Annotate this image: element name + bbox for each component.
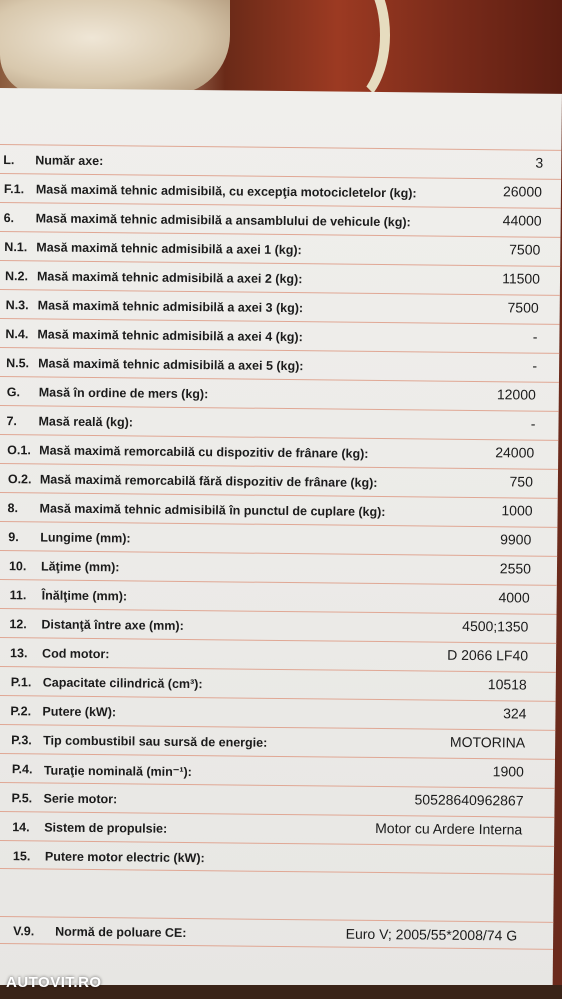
row-code: O.2. xyxy=(7,472,32,487)
row-code: 15. xyxy=(12,849,31,864)
row-code: 13. xyxy=(10,646,28,661)
row-label: Capacitate cilindrică (cm³): xyxy=(42,675,203,692)
row-code: P.4. xyxy=(11,762,33,777)
row-code: 6. xyxy=(3,211,15,226)
row-code: N.4. xyxy=(5,327,29,342)
row-label: Masă maximă tehnic admisibilă, cu excepţia motocicletelor (kg): xyxy=(35,182,417,201)
row-code: 8. xyxy=(7,501,19,516)
row-value: 3 xyxy=(535,154,544,171)
row-code: 10. xyxy=(8,559,27,574)
row-value: 324 xyxy=(503,705,527,722)
row-code: 7. xyxy=(6,414,18,429)
row-label: Turaţie nominală (min⁻¹): xyxy=(43,763,192,780)
row-label: Masă în ordine de mers (kg): xyxy=(38,385,209,402)
watermark-logo: AUTOVIT.RO xyxy=(6,974,102,991)
row-code: 12. xyxy=(9,617,27,632)
row-value: 1900 xyxy=(492,763,524,780)
row-value: 7500 xyxy=(507,299,539,316)
row-value: 11500 xyxy=(502,270,541,287)
row-code: P.1. xyxy=(10,675,32,690)
row-value: Euro V; 2005/55*2008/74 G xyxy=(345,925,518,944)
row-label: Cod motor: xyxy=(42,646,110,662)
row-label: Sistem de propulsie: xyxy=(44,820,168,836)
row-label: Masă maximă tehnic admisibilă a ansamblului de vehicule (kg): xyxy=(35,211,411,230)
row-label: Număr axe: xyxy=(35,153,104,169)
row-value: 44000 xyxy=(502,212,542,229)
row-value: 12000 xyxy=(496,386,536,403)
row-value: 24000 xyxy=(495,444,535,461)
row-code: N.3. xyxy=(5,298,29,313)
row-label: Masă maximă tehnic admisibilă a axei 3 (kg): xyxy=(37,298,304,316)
row-value: 10518 xyxy=(487,676,527,693)
row-label: Distanţă între axe (mm): xyxy=(41,617,184,633)
row-code: N.1. xyxy=(4,240,28,255)
row-code: P.3. xyxy=(11,733,32,748)
row-label: Masă maximă tehnic admisibilă a axei 5 (kg): xyxy=(38,356,304,374)
row-code: 11. xyxy=(9,588,27,603)
row-code: N.2. xyxy=(4,269,29,284)
row-label: Masă maximă tehnic admisibilă a axei 1 (kg): xyxy=(36,240,302,258)
row-label: Masă maximă tehnic admisibilă a axei 2 (kg): xyxy=(36,269,303,287)
row-code: 9. xyxy=(8,530,19,545)
row-code: 14. xyxy=(12,820,30,835)
row-value: 4000 xyxy=(498,589,530,606)
row-code: P.5. xyxy=(11,791,33,806)
row-label: Înălţime (mm): xyxy=(41,588,128,604)
row-code: P.2. xyxy=(10,704,32,719)
row-label: Normă de poluare CE: xyxy=(55,924,187,940)
row-value: 750 xyxy=(509,473,533,490)
table-row xyxy=(0,840,554,875)
row-label: Tip combustibil sau sursă de energie: xyxy=(43,733,268,750)
row-label: Serie motor: xyxy=(43,791,118,807)
row-label: Masă reală (kg): xyxy=(38,414,134,430)
row-label: Masă maximă tehnic admisibilă în punctul de cuplare (kg): xyxy=(39,501,386,520)
document-page xyxy=(0,88,562,999)
background-jar xyxy=(0,0,230,95)
row-value: - xyxy=(532,357,538,374)
row-label: Lungime (mm): xyxy=(40,530,131,546)
row-value: D 2066 LF40 xyxy=(447,646,529,664)
row-value: Motor cu Ardere Interna xyxy=(375,819,523,838)
row-label: Putere motor electric (kW): xyxy=(44,849,205,866)
row-label: Masă maximă remorcabilă cu dispozitiv de frânare (kg): xyxy=(39,443,369,461)
spec-table xyxy=(0,144,561,866)
row-value: 7500 xyxy=(509,241,541,258)
row-value: MOTORINA xyxy=(449,733,526,751)
row-value: 4500;1350 xyxy=(462,617,529,635)
row-value: - xyxy=(530,415,536,432)
row-label: Lăţime (mm): xyxy=(40,559,120,575)
row-label: Masă maximă tehnic admisibilă a axei 4 (kg): xyxy=(37,327,303,345)
row-code: V.9. xyxy=(13,924,35,939)
row-value: 50528640962867 xyxy=(414,791,524,809)
row-code: G. xyxy=(6,385,21,400)
pollution-norm-row xyxy=(0,916,553,950)
row-label: Masă maximă remorcabilă fără dispozitiv de frânare (kg): xyxy=(39,472,378,490)
row-code: O.1. xyxy=(7,443,31,458)
row-value: 9900 xyxy=(500,531,532,548)
row-code: N.5. xyxy=(6,356,30,371)
row-label: Putere (kW): xyxy=(42,704,117,720)
row-code: F.1. xyxy=(3,182,25,197)
row-value: 2550 xyxy=(499,560,532,577)
row-value: 26000 xyxy=(502,183,543,200)
row-code: L. xyxy=(3,153,15,168)
row-value: - xyxy=(532,328,538,345)
row-value: 1000 xyxy=(501,502,533,519)
